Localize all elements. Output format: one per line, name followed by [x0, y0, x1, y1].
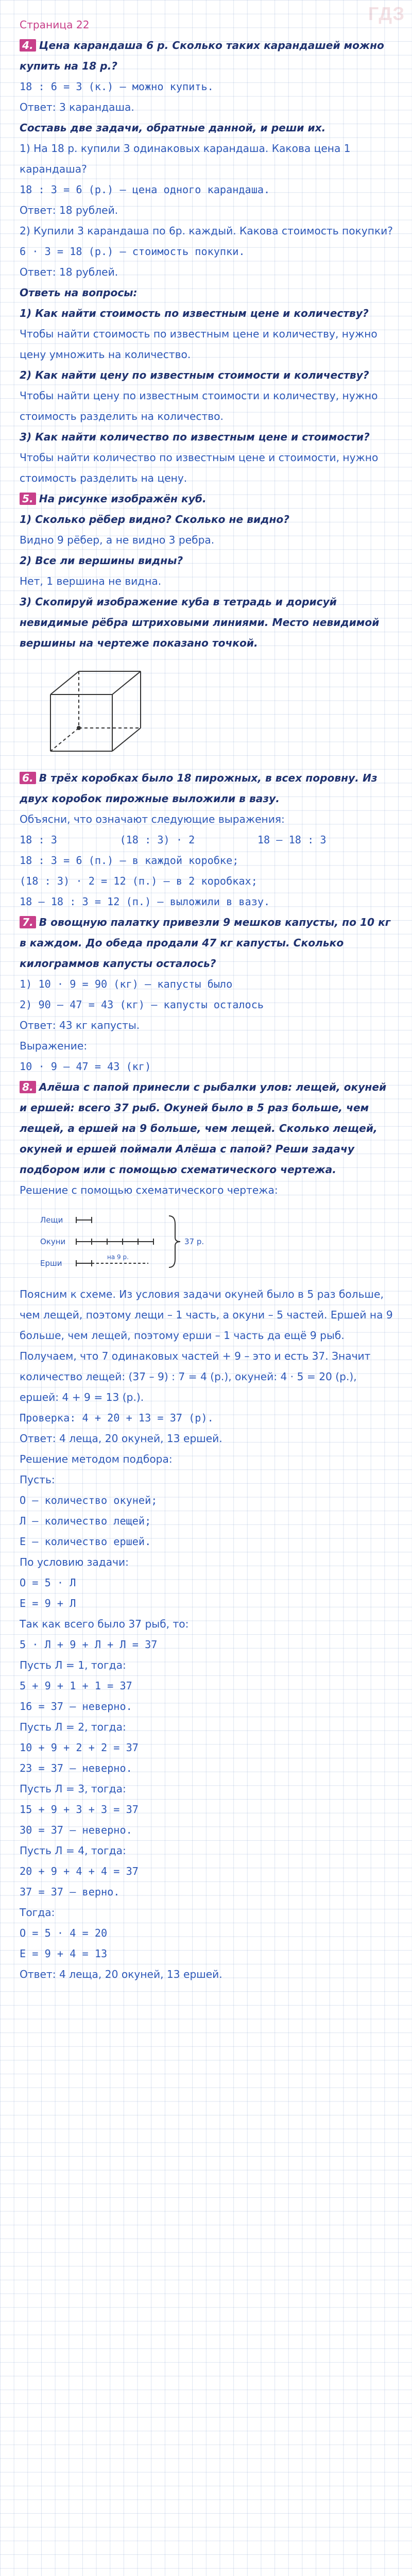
solution-line: О = 5 ⋅ 4 = 20 [20, 1927, 108, 1939]
task-number: 8. [20, 1081, 36, 1093]
solution-line: 2) 90 – 47 = 43 (кг) – капусты осталось [20, 998, 264, 1011]
scheme-total-label: 37 р. [184, 1237, 204, 1246]
explanation-line: Видно 9 рёбер, а не видно 3 ребра. [20, 534, 215, 546]
answer-line: Ответ: 43 кг капусты. [20, 1019, 140, 1031]
scheme-extra-label: на 9 р. [107, 1253, 129, 1261]
solution-line: 18 : 3 (18 : 3) ⋅ 2 18 – 18 : 3 [20, 834, 327, 846]
hidden-edge [50, 728, 79, 751]
solution-line: 5 + 9 + 1 + 1 = 37 [20, 1680, 132, 1692]
solution-line: Проверка: 4 + 20 + 13 = 37 (р). [20, 1412, 214, 1424]
task-text [20, 912, 394, 974]
answer-line: Ответ: 18 рублей. [20, 266, 118, 278]
question-text: 1) Сколько рёбер видно? Сколько не видно? [20, 513, 289, 526]
explanation-line: Объясни, что означают следующие выражения: [20, 813, 285, 825]
explanation-line: 1) На 18 р. купили 3 одинаковых карандаша. Какова цена 1 карандаша? [20, 142, 354, 175]
task-statement: Алёша с папой принесли с рыбалки улов: лещей, окуней и ершей: всего 37 рыб. Окуней было в 5 раз больше, чем лещей, а ершей на 9 больше, чем лещей. Сколько лещей, окуней и ершей поймали Алёша с папой? Реши задачу подбором или с помощью схематического чертежа. [20, 1081, 390, 1176]
explanation-line: Нет, 1 вершина не видна. [20, 575, 162, 587]
solution-line: 18 : 3 = 6 (п.) – в каждой коробке; [20, 854, 239, 867]
answer-line: Ответ: 3 карандаша. [20, 101, 134, 113]
solution-line: 10 + 9 + 2 + 2 = 37 [20, 1741, 139, 1754]
solution-line: 18 : 3 = 6 (р.) – цена одного карандаша. [20, 183, 270, 196]
explanation-line: Решение с помощью схематического чертежа: [20, 1184, 278, 1196]
explanation-line: Выражение: [20, 1040, 88, 1052]
solution-line: 10 ⋅ 9 – 47 = 43 (кг) [20, 1060, 151, 1073]
solution-line: Е – количество ершей. [20, 1535, 151, 1548]
explanation-line: Поясним к схеме. Из условия задачи окуней было в 5 раз больше, чем лещей, поэтому лещи – 1 часть, а окуни – 5 частей. Ершей на 9 больше, чем лещей, поэтому ерши – 1 часть да ещё 9 рыб. [20, 1288, 397, 1342]
solution-line: (18 : 3) ⋅ 2 = 12 (п.) – в 2 коробках; [20, 875, 258, 887]
scheme-row-label: Окуни [40, 1237, 66, 1246]
solution-line: О – количество окуней; [20, 1494, 158, 1506]
scheme-brace [169, 1216, 180, 1267]
explanation-line: Чтобы найти цену по известным стоимости и количеству, нужно стоимость разделить на количество. [20, 389, 381, 422]
task-text [20, 35, 394, 76]
question-text: 2) Все ли вершины видны? [20, 554, 183, 567]
visible-edge [112, 728, 141, 751]
explanation-line: Тогда: [20, 1906, 55, 1919]
hidden-vertex-dot [77, 726, 81, 730]
task-text [20, 488, 394, 509]
scheme-diagram [40, 1209, 226, 1276]
question-text: 2) Как найти цену по известным стоимости и количеству? [20, 369, 369, 381]
solution-line: 23 = 37 – неверно. [20, 1762, 132, 1774]
explanation-line: Получаем, что 7 одинаковых частей + 9 – это и есть 37. Значит количество лещей: (37 – 9) : 7 = 4 (р.), окуней: 4 ⋅ 5 = 20 (р.), ершей: 4 + 9 = 13 (р.). [20, 1350, 374, 1403]
solution-line: 20 + 9 + 4 + 4 = 37 [20, 1865, 139, 1877]
task-number: 7. [20, 916, 36, 928]
question-text: 1) Как найти стоимость по известным цене и количеству? [20, 307, 369, 319]
solution-line: 30 = 37 – неверно. [20, 1824, 132, 1836]
scheme-row-label: Ерши [40, 1259, 62, 1268]
solution-line: Л – количество лещей; [20, 1515, 151, 1527]
solution-line: 18 : 6 = 3 (к.) – можно купить. [20, 80, 214, 93]
task-number: 6. [20, 772, 36, 784]
task-statement: В овощную палатку привезли 9 мешков капусты, по 10 кг в каждом. До обеда продали 47 кг капусты. Сколько килограммов капусты осталось? [20, 916, 394, 970]
solution-line: 1) 10 ⋅ 9 = 90 (кг) – капусты было [20, 978, 233, 990]
explanation-line: Так как всего было 37 рыб, то: [20, 1618, 189, 1630]
question-text: 3) Как найти количество по известным цене и стоимости? [20, 431, 370, 443]
explanation-line: Чтобы найти стоимость по известным цене и количеству, нужно цену умножить на количество. [20, 328, 381, 361]
solution-line: 6 ⋅ 3 = 18 (р.) – стоимость покупки. [20, 245, 245, 258]
solution-line: Е = 9 + 4 = 13 [20, 1947, 108, 1960]
solution-line: 18 – 18 : 3 = 12 (п.) – выложили в вазу. [20, 895, 270, 908]
visible-edge [50, 671, 79, 694]
explanation-line: Чтобы найти количество по известным цене и стоимости, нужно стоимость разделить на цену. [20, 451, 382, 484]
explanation-line: 2) Купили 3 карандаша по 6р. каждый. Какова стоимость покупки? [20, 225, 393, 237]
question-text: 3) Скопируй изображение куба в тетрадь и дорисуй невидимые рёбра штриховыми линиями. Место невидимой вершины на чертеже показано точкой. [20, 596, 383, 649]
watermark: ГДЗ [368, 3, 405, 24]
task-statement: В трёх коробках было 18 пирожных, в всех поровну. Из двух коробок пирожные выложили в вазу. [20, 772, 381, 805]
answer-line: Ответ: 18 рублей. [20, 204, 118, 216]
answer-line: Ответ: 4 леща, 20 окуней, 13 ершей. [20, 1432, 222, 1445]
solution-line: 15 + 9 + 3 + 3 = 37 [20, 1803, 139, 1816]
solution-line: 16 = 37 – неверно. [20, 1700, 132, 1713]
task-number: 5. [20, 493, 36, 505]
page-title: Страница 22 [20, 19, 90, 31]
solution-line: Е = 9 + Л [20, 1597, 76, 1609]
explanation-line: Пусть Л = 1, тогда: [20, 1659, 126, 1671]
explanation-line: По условию задачи: [20, 1556, 129, 1568]
task-statement: Цена карандаша 6 р. Сколько таких карандашей можно купить на 18 р.? [20, 39, 388, 72]
solution-line: 37 = 37 – верно. [20, 1886, 120, 1898]
task-instruction: Ответь на вопросы: [20, 286, 138, 299]
task-text [20, 1077, 394, 1180]
explanation-line: Решение методом подбора: [20, 1453, 173, 1465]
solution-line: О = 5 ⋅ Л [20, 1577, 76, 1589]
explanation-line: Пусть Л = 3, тогда: [20, 1783, 126, 1795]
scheme-row-label: Лещи [40, 1215, 63, 1225]
explanation-line: Пусть Л = 2, тогда: [20, 1721, 126, 1733]
content-column [20, 14, 397, 1985]
answer-line: Ответ: 4 леща, 20 окуней, 13 ершей. [20, 1968, 222, 1980]
task-statement: На рисунке изображён куб. [39, 493, 207, 505]
task-instruction: Составь две задачи, обратные данной, и реши их. [20, 122, 326, 134]
task-number: 4. [20, 39, 36, 52]
visible-edge [112, 671, 141, 694]
explanation-line: Пусть: [20, 1473, 55, 1486]
solution-line: 5 ⋅ Л + 9 + Л + Л = 37 [20, 1638, 158, 1651]
task-text [20, 768, 394, 809]
cube-drawing [40, 664, 148, 756]
explanation-line: Пусть Л = 4, тогда: [20, 1844, 126, 1857]
